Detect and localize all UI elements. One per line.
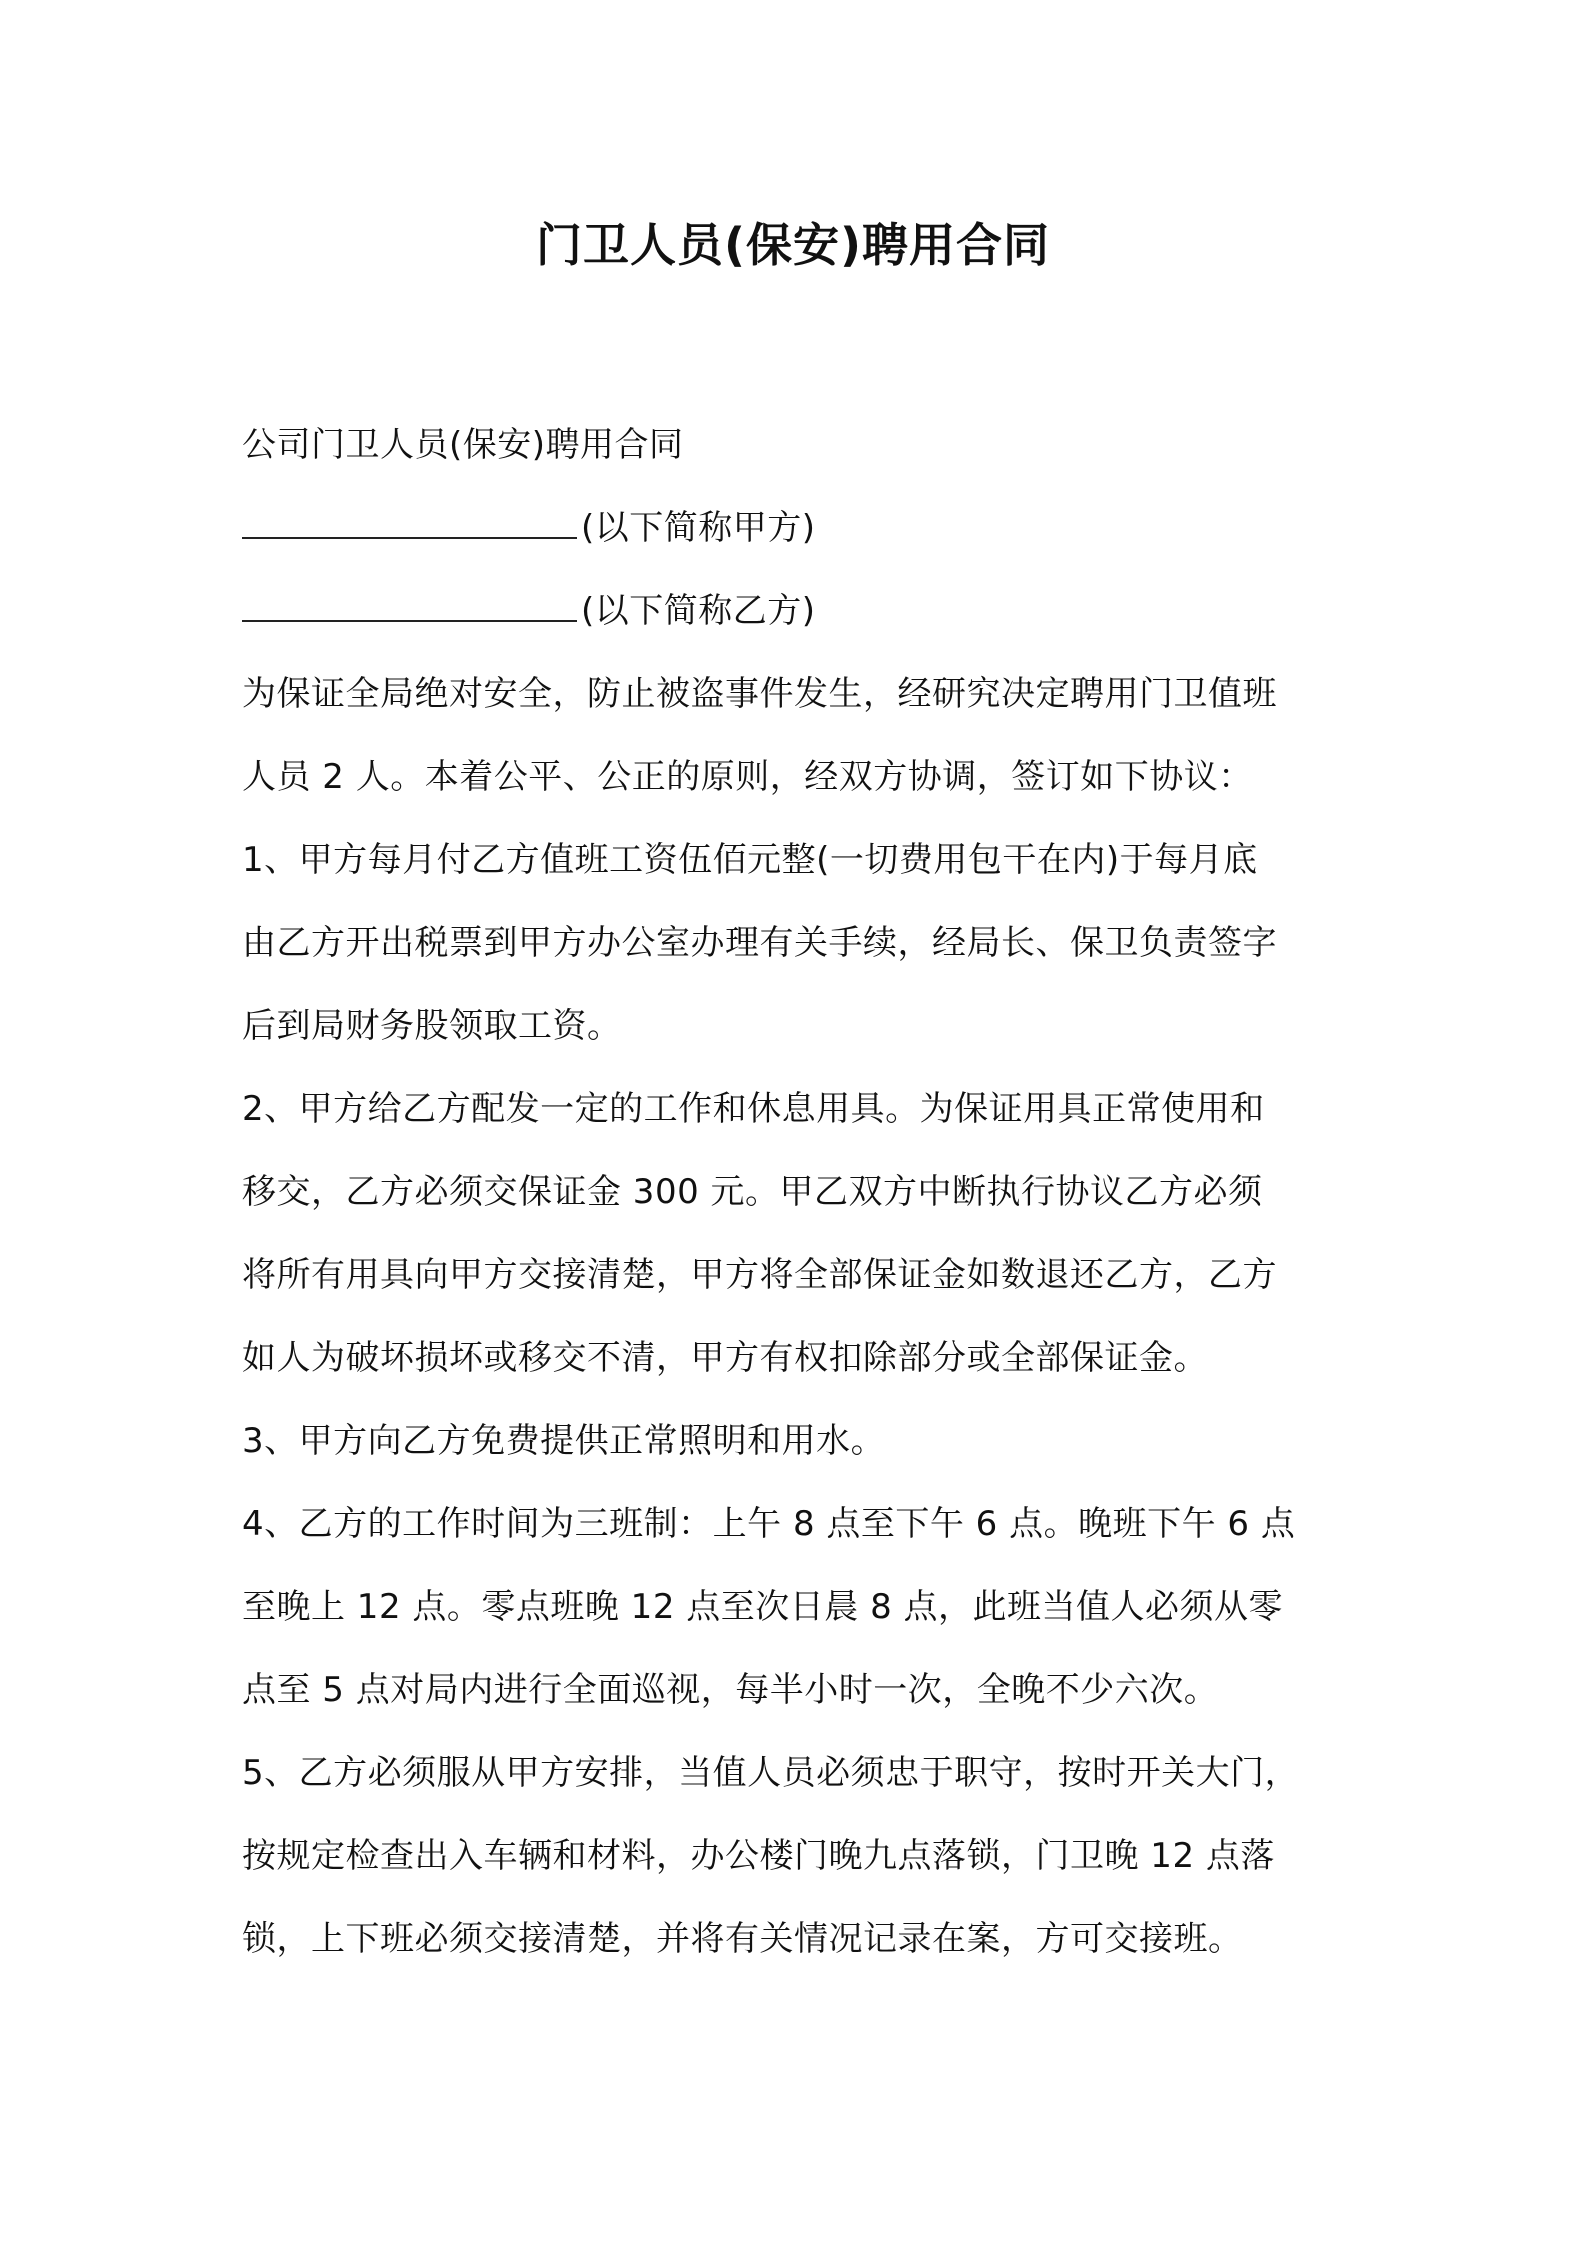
clause-2-line: 移交，乙方必须交保证金 300 元。甲乙双方中断执行协议乙方必须 <box>242 1172 1263 1212</box>
clause-3-line: 3、甲方向乙方免费提供正常照明和用水。 <box>242 1421 886 1461</box>
body-line: 人员 2 人。本着公平、公正的原则，经双方协调，签订如下协议： <box>242 757 1253 797</box>
party-a-blank-field <box>242 487 577 539</box>
clause-1-line: 后到局财务股领取工资。 <box>242 1006 622 1046</box>
clause-1-line: 1、甲方每月付乙方值班工资伍佰元整(一切费用包干在内)于每月底 <box>242 840 1258 880</box>
clause-2-line: 如人为破坏损坏或移交不清，甲方有权扣除部分或全部保证金。 <box>242 1338 1208 1378</box>
body-line: 为保证全局绝对安全，防止被盗事件发生，经研究决定聘用门卫值班 <box>242 674 1277 714</box>
document-subtitle: 公司门卫人员(保安)聘用合同 <box>242 425 684 465</box>
clause-2-line: 2、甲方给乙方配发一定的工作和休息用具。为保证用具正常使用和 <box>242 1089 1265 1129</box>
document-body <box>242 404 1372 1981</box>
clause-1-line: 由乙方开出税票到甲方办公室办理有关手续，经局长、保卫负责签字 <box>242 923 1277 963</box>
party-a-label: (以下简称甲方) <box>581 508 816 548</box>
clause-5-line: 按规定检查出入车辆和材料，办公楼门晚九点落锁，门卫晚 12 点落 <box>242 1836 1275 1876</box>
document-title: 门卫人员(保安)聘用合同 <box>535 218 1051 272</box>
clause-5-line: 5、乙方必须服从甲方安排，当值人员必须忠于职守，按时开关大门， <box>242 1753 1300 1793</box>
clause-5-line: 锁，上下班必须交接清楚，并将有关情况记录在案，方可交接班。 <box>242 1919 1243 1959</box>
clause-2-line: 将所有用具向甲方交接清楚，甲方将全部保证金如数退还乙方，乙方 <box>242 1255 1277 1295</box>
clause-4-line: 至晚上 12 点。零点班晚 12 点至次日晨 8 点，此班当值人必须从零 <box>242 1587 1284 1627</box>
party-b-label: (以下简称乙方) <box>581 591 816 631</box>
party-a-line <box>242 487 1372 570</box>
clause-4-line: 点至 5 点对局内进行全面巡视，每半小时一次，全晚不少六次。 <box>242 1670 1219 1710</box>
clause-4-line: 4、乙方的工作时间为三班制：上午 8 点至下午 6 点。晚班下午 6 点 <box>242 1504 1296 1544</box>
party-b-line <box>242 570 1372 653</box>
party-b-blank-field <box>242 570 577 622</box>
